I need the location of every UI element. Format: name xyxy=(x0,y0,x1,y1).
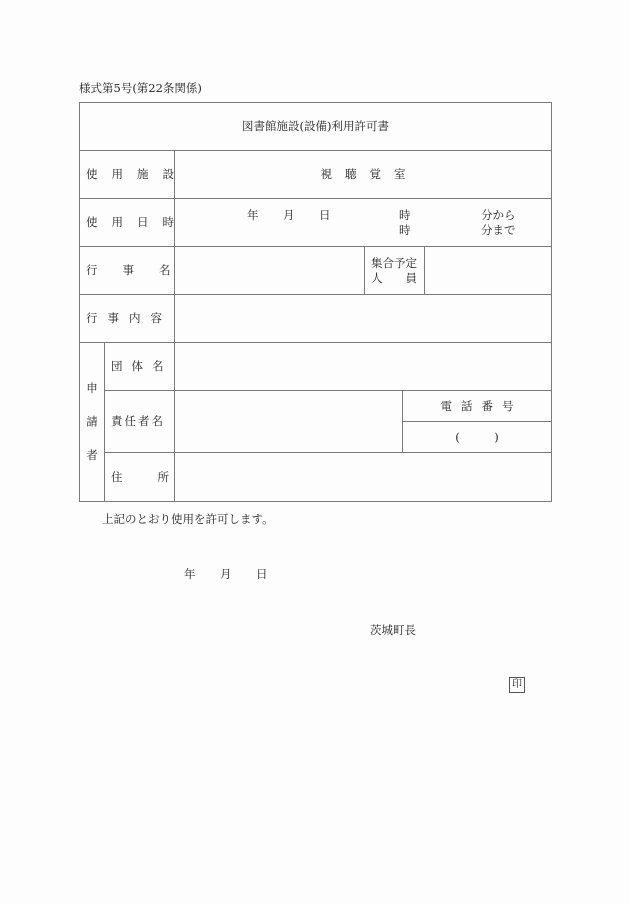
event-content-label xyxy=(86,294,172,342)
table-border-right xyxy=(551,102,552,502)
address-label-text: 住所 xyxy=(111,469,204,484)
datetime-hour-from: 時 xyxy=(399,208,411,222)
org-name-label xyxy=(111,342,171,390)
attendees-label-line2: 人員 xyxy=(371,271,440,285)
address-value[interactable] xyxy=(175,452,551,501)
datetime-min-to: 分まで xyxy=(481,223,516,237)
applicant-group-label-text: 申請者 xyxy=(85,382,99,483)
datetime-label-text: 使用日時 xyxy=(86,215,188,229)
event-content-value[interactable] xyxy=(175,294,551,342)
applicant-column-divider xyxy=(104,342,105,502)
phone-value[interactable]: ( ) xyxy=(455,430,499,444)
phone-label-text: 電話番号 xyxy=(440,398,523,413)
rep-name-label xyxy=(111,390,171,452)
attendees-value[interactable] xyxy=(425,246,551,294)
applicant-group-label xyxy=(80,342,104,501)
facility-value[interactable] xyxy=(175,150,551,198)
attendees-label-line1: 集合予定 xyxy=(371,256,417,270)
datetime-min-from: 分から xyxy=(481,208,516,222)
seal-mark: 印 xyxy=(509,677,525,693)
address-label xyxy=(111,452,204,501)
approval-date-year: 年 xyxy=(184,567,196,581)
signer-title: 茨城町長 xyxy=(370,623,416,637)
event-name-label-text: 行事名 xyxy=(86,263,196,277)
form-number: 様式第5号(第22条関係) xyxy=(79,81,202,95)
event-name-value[interactable] xyxy=(175,246,364,294)
facility-label xyxy=(86,150,188,198)
datetime-month: 月 xyxy=(283,208,295,222)
org-name-label-text: 団体名 xyxy=(111,359,173,373)
approval-date-day: 日 xyxy=(256,567,268,581)
datetime-year: 年 xyxy=(247,208,259,222)
rep-name-value[interactable] xyxy=(175,390,402,452)
facility-label-text: 使用施設 xyxy=(86,167,188,181)
datetime-hour-to: 時 xyxy=(399,223,411,237)
event-content-label-text: 行事内容 xyxy=(86,311,172,325)
datetime-day: 日 xyxy=(319,208,331,222)
org-name-value[interactable] xyxy=(175,342,551,390)
rep-name-label-text: 責任者名 xyxy=(111,414,165,428)
datetime-value[interactable] xyxy=(175,198,551,246)
approval-date-month: 月 xyxy=(220,567,232,581)
datetime-label xyxy=(86,198,188,246)
event-name-label xyxy=(86,246,196,294)
attendees-label xyxy=(365,246,440,294)
facility-value-text: 視聴覚室 xyxy=(320,167,419,181)
document-title: 図書館施設(設備)利用許可書 xyxy=(242,119,389,133)
approval-statement: 上記のとおり使用を許可します。 xyxy=(102,512,274,526)
phone-label xyxy=(403,390,551,421)
table-border-bottom xyxy=(79,501,552,502)
